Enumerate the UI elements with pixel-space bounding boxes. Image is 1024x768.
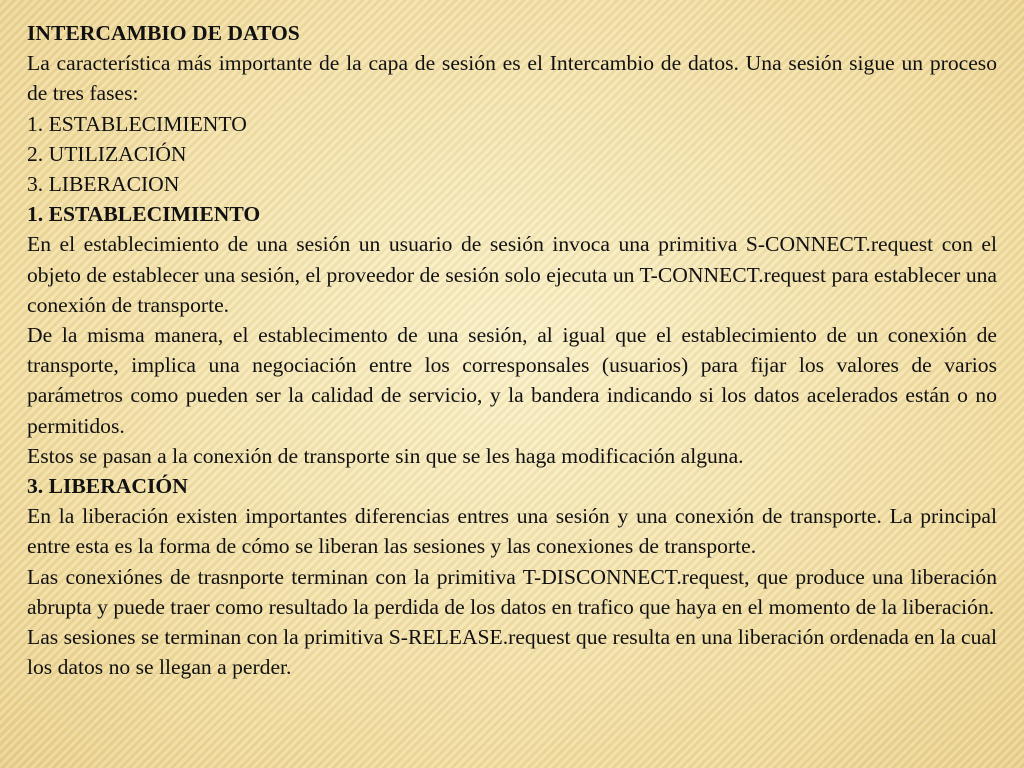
phase-item-establecimiento: 1. ESTABLECIMIENTO [27,111,247,136]
release-heading: 3. LIBERACIÓN [27,474,188,499]
establishment-paragraph-2: De la misma manera, el establecimento de una sesión, al igual que el establecimiento de un conexión de transporte, implica una negociación entre los corresponsales (usuarios) para fijar los valores de varios parámetros como pueden ser la calidad de servicio, y la bandera indicando si los datos acelerados están o no permitidos. [27,323,997,438]
slide-title: INTERCAMBIO DE DATOS [27,21,300,45]
establishment-heading: 1. ESTABLECIMIENTO [27,202,261,227]
intro-paragraph: La característica más importante de la capa de sesión es el Intercambio de datos. Una sesión sigue un proceso de tres fases: [27,51,997,106]
phase-item-liberacion: 3. LIBERACION [27,172,180,197]
establishment-paragraph-1: En el establecimiento de una sesión un usuario de sesión invoca una primitiva S-CONNECT.request con el objeto de establecer una sesión, el proveedor de sesión solo ejecuta un T-CONNECT.request para establecer una conexión de transporte. [27,232,997,317]
establishment-paragraph-3: Estos se pasan a la conexión de transporte sin que se les haga modificación alguna. [27,443,744,468]
release-paragraph-1: En la liberación existen importantes diferencias entres una sesión y una conexión de transporte. La principal entre esta es la forma de cómo se liberan las sesiones y las conexiones de transporte. [27,504,997,559]
release-paragraph-2: Las conexiónes de trasnporte terminan con la primitiva T-DISCONNECT.request, que produce una liberación abrupta y puede traer como resultado la perdida de los datos en trafico que haya en el momento de la liberación. [27,564,997,619]
release-paragraph-3: Las sesiones se terminan con la primitiva S-RELEASE.request que resulta en una liberación ordenada en la cual los datos no se llegan a perder. [27,625,997,680]
slide-content [27,18,997,682]
phase-item-utilizacion: 2. UTILIZACIÓN [27,141,187,166]
